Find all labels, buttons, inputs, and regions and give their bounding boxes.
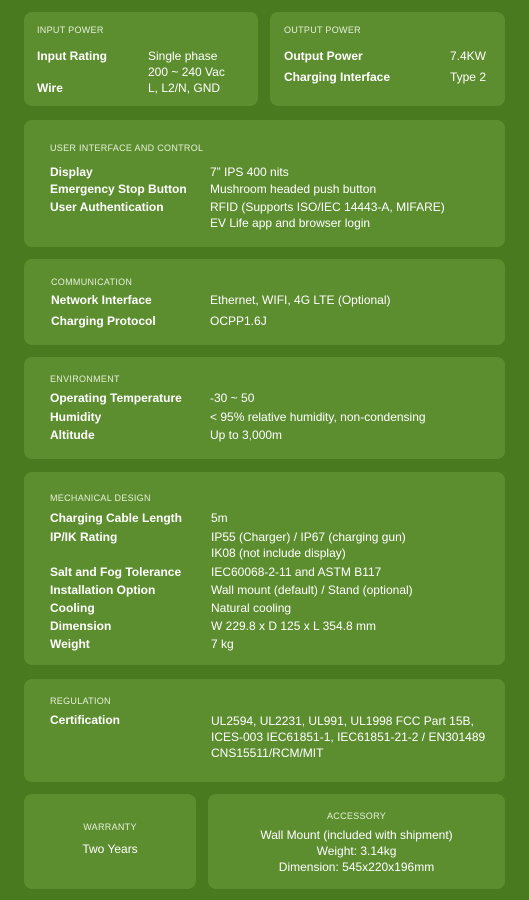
emergency-stop-label: Emergency Stop Button — [50, 182, 187, 196]
mechanical-card — [24, 472, 505, 665]
output-power-heading: OUTPUT POWER — [284, 25, 361, 35]
cooling-value: Natural cooling — [211, 601, 292, 615]
input-rating-value-2: 200 ~ 240 Vac — [148, 65, 225, 79]
accessory-card — [208, 794, 505, 889]
ui-control-card — [24, 120, 505, 247]
output-power-card — [270, 12, 505, 106]
display-value: 7” IPS 400 nits — [210, 165, 289, 179]
wire-value: L, L2/N, GND — [148, 81, 221, 95]
communication-card — [24, 259, 505, 345]
warranty-heading: WARRANTY — [83, 822, 137, 832]
charging-interface-label: Charging Interface — [284, 70, 391, 84]
dimension-label: Dimension — [50, 619, 112, 633]
emergency-stop-value: Mushroom headed push button — [210, 182, 377, 196]
input-rating-value-1: Single phase — [148, 49, 218, 63]
user-auth-value-1: RFID (Supports ISO/IEC 14443-A, MIFARE) — [210, 200, 445, 214]
dimension-value: W 229.8 x D 125 x L 354.8 mm — [211, 619, 376, 633]
network-interface-value: Ethernet, WIFI, 4G LTE (Optional) — [210, 293, 391, 307]
display-label: Display — [50, 165, 93, 179]
charging-protocol-label: Charging Protocol — [51, 314, 156, 328]
regulation-heading: REGULATION — [50, 696, 111, 706]
warranty-value: Two Years — [82, 842, 138, 856]
certification-value-2: ICES-003 IEC61851-1, IEC61851-21-2 / EN301489 — [211, 730, 486, 744]
input-rating-label: Input Rating — [37, 49, 107, 63]
input-power-card — [24, 12, 258, 106]
salt-fog-label: Salt and Fog Tolerance — [50, 565, 182, 579]
wire-label: Wire — [37, 81, 63, 95]
network-interface-label: Network Interface — [51, 293, 152, 307]
cable-length-label: Charging Cable Length — [50, 511, 182, 525]
ip-ik-value-2: IK08 (not include display) — [211, 546, 346, 560]
salt-fog-value: IEC60068-2-11 and ASTM B117 — [211, 565, 382, 579]
environment-card — [24, 357, 505, 459]
installation-label: Installation Option — [50, 583, 156, 597]
environment-heading: ENVIRONMENT — [50, 374, 120, 384]
operating-temp-label: Operating Temperature — [50, 391, 182, 405]
certification-value-3: CNS15511/RCM/MIT — [211, 746, 324, 760]
weight-label: Weight — [50, 637, 90, 651]
user-auth-value-2: EV Life app and browser login — [210, 216, 371, 230]
certification-value-1: UL2594, UL2231, UL991, UL1998 FCC Part 15B, — [211, 714, 474, 728]
accessory-heading: ACCESSORY — [326, 811, 387, 821]
mechanical-heading: MECHANICAL DESIGN — [50, 493, 151, 503]
installation-value: Wall mount (default) / Stand (optional) — [211, 583, 413, 597]
warranty-card — [24, 794, 196, 889]
accessory-value-2: Weight: 3.14kg — [316, 844, 397, 858]
humidity-label: Humidity — [50, 410, 102, 424]
regulation-card — [24, 679, 505, 782]
input-power-heading: INPUT POWER — [37, 25, 104, 35]
cooling-label: Cooling — [50, 601, 95, 615]
ui-control-heading: USER INTERFACE AND CONTROL — [50, 143, 204, 153]
ip-ik-label: IP/IK Rating — [50, 530, 118, 544]
ip-ik-value-1: IP55 (Charger) / IP67 (charging gun) — [211, 530, 406, 544]
cable-length-value: 5m — [211, 511, 228, 525]
charging-protocol-value: OCPP1.6J — [210, 314, 267, 328]
accessory-value-3: Dimension: 545x220x196mm — [278, 860, 435, 874]
charging-interface-value: Type 2 — [449, 70, 486, 84]
output-power-value: 7.4KW — [449, 49, 486, 63]
accessory-value-1: Wall Mount (included with shipment) — [260, 828, 453, 842]
communication-heading: COMMUNICATION — [51, 277, 133, 287]
output-power-label: Output Power — [284, 49, 363, 63]
weight-value: 7 kg — [211, 637, 234, 651]
altitude-value: Up to 3,000m — [210, 428, 283, 442]
altitude-label: Altitude — [50, 428, 95, 442]
certification-label: Certification — [50, 713, 121, 727]
operating-temp-value: -30 ~ 50 — [210, 391, 255, 405]
humidity-value: < 95% relative humidity, non-condensing — [210, 410, 426, 424]
user-auth-label: User Authentication — [50, 200, 164, 214]
